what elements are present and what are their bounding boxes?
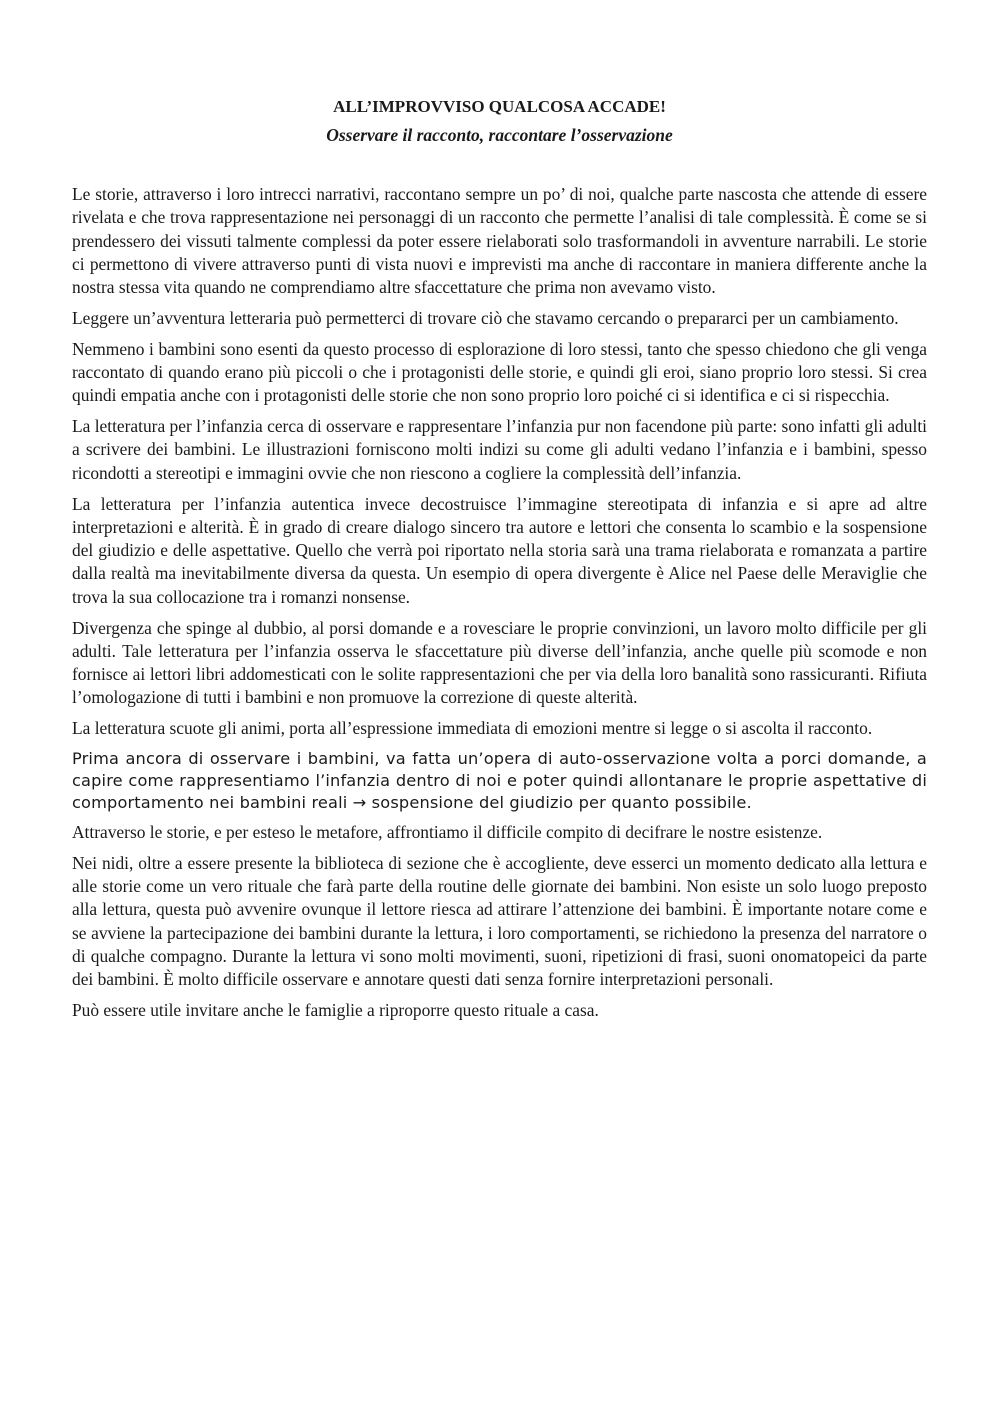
paragraph: La letteratura per l’infanzia autentica invece decostruisce l’immagine stereotipata di infanzia e si apre ad altre interpretazioni e alterità. È in grado di creare dialogo sincero tra autore e lettori che consenta lo scambio e la sospensione del giudizio e delle aspettative. Quello che verrà poi riportato nella storia sarà una trama rielaborata e romanzata a partire dalla realtà ma inevitabilmente diversa da questa. Un esempio di opera divergente è Alice nel Paese delle Meraviglie che trova la sua collocazione tra i romanzi nonsense. [72,493,927,607]
paragraph: Nemmeno i bambini sono esenti da questo processo di esplorazione di loro stessi, tanto che spesso chiedono che gli venga raccontato di quando erano più piccoli o che i protagonisti delle storie, e quindi gli eroi, siano proprio loro stessi. Si crea quindi empatia anche con i protagonisti delle storie che non sono proprio loro poiché ci si identifica e ci si rispecchia. [72,338,927,406]
paragraph: Nei nidi, oltre a essere presente la biblioteca di sezione che è accogliente, deve esserci un momento dedicato alla lettura e alle storie come un vero rituale che farà parte della routine delle giornate dei bambini. Non esiste un solo luogo preposto alla lettura, questa può avvenire ovunque il lettore riesca ad attirare l’attenzione dei bambini. È importante notare come e se avviene la partecipazione dei bambini durante la lettura, i loro comportamenti, se richiedono la presenza del narratore o di qualche compagno. Durante la lettura vi sono molti movimenti, suoni, ripetizioni di frasi, suoni onomatopeici da parte dei bambini. È molto difficile osservare e annotare questi dati senza fornire interpretazioni personali. [72,852,927,990]
paragraph: Divergenza che spinge al dubbio, al porsi domande e a rovesciare le proprie convinzioni, un lavoro molto difficile per gli adulti. Tale letteratura per l’infanzia osserva le sfaccettature più diverse dell’infanzia, anche quelle più scomode e non fornisce ai lettori libri addomesticati con le solite rappresentazioni che per via della loro banalità sono rassicuranti. Rifiuta l’omologazione di tutti i bambini e non promuove la correzione di queste alterità. [72,617,927,708]
document-subtitle: Osservare il racconto, raccontare l’osservazione [326,125,673,145]
paragraph: Le storie, attraverso i loro intrecci narrativi, raccontano sempre un po’ di noi, qualche parte nascosta che attende di essere rivelata e che trova rappresentazione nei personaggi di un racconto che permette l’analisi di tale complessità. È come se si prendessero dei vissuti talmente complessi da poter essere rielaborati solo trasformandoli in avventure narrabili. Le storie ci permettono di vivere attraverso punti di vista nuovi e imprevisti ma anche di raccontare in maniera differente anche la nostra stessa vita quando ne comprendiamo altre sfaccettature che prima non avevamo visto. [72,184,927,298]
paragraph: Attraverso le storie, e per esteso le metafore, affrontiamo il difficile compito di decifrare le nostre esistenze. [72,821,823,842]
paragraph: Può essere utile invitare anche le famiglie a riproporre questo rituale a casa. [72,1000,599,1020]
document-title: ALL’IMPROVVISO QUALCOSA ACCADE! [333,97,666,116]
paragraph: Leggere un’avventura letteraria può permetterci di trovare ciò che stavamo cercando o prepararci per un cambiamento. [72,307,899,328]
document-page [72,96,927,1030]
paragraph-highlight: Prima ancora di osservare i bambini, va fatta un’opera di auto-osservazione volta a porci domande, a capire come rappresentiamo l’infanzia dentro di noi e poter quindi allontanare le proprie aspettative di comportamento nei bambini reali → sospensione del giudizio per quanto possibile. [72,749,927,812]
paragraph: La letteratura scuote gli animi, porta all’espressione immediata di emozioni mentre si legge o si ascolta il racconto. [72,718,873,739]
paragraph: La letteratura per l’infanzia cerca di osservare e rappresentare l’infanzia pur non facendone più parte: sono infatti gli adulti a scrivere dei bambini. Le illustrazioni forniscono molti indizi su come gli adulti vedano l’infanzia e i bambini, spesso ricondotti a stereotipi e immagini ovvie che non riescono a cogliere la complessità dell’infanzia. [72,416,927,483]
